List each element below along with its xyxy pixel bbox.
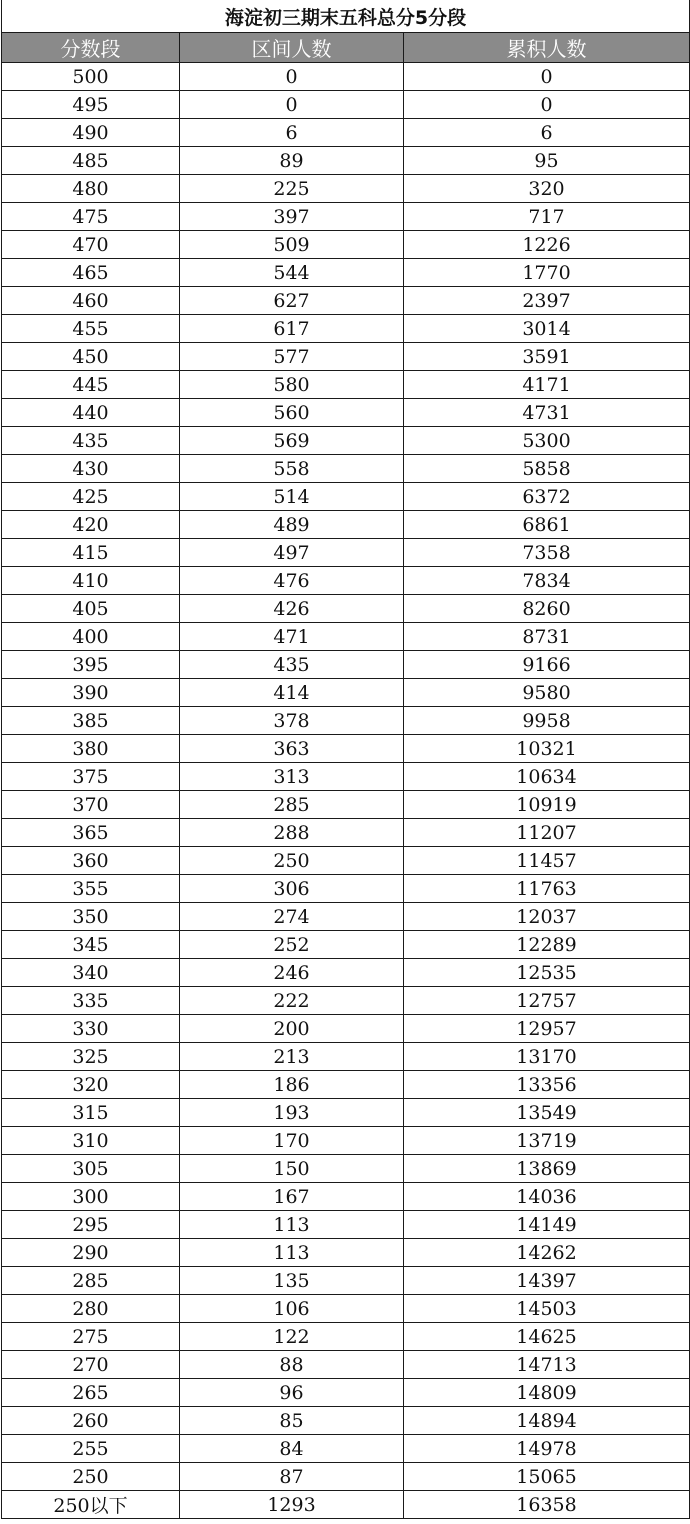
cumulative-count-cell: 6 [404, 119, 690, 147]
table-row [2, 1267, 690, 1295]
table-row [2, 1491, 690, 1519]
cumulative-count-cell: 14036 [404, 1183, 690, 1211]
score-range-cell: 470 [2, 231, 180, 259]
interval-count-cell: 497 [180, 539, 404, 567]
score-range-cell: 320 [2, 1071, 180, 1099]
table-row [2, 1099, 690, 1127]
column-header-interval-count: 区间人数 [180, 33, 404, 63]
interval-count-cell: 426 [180, 595, 404, 623]
table-row [2, 567, 690, 595]
table-body [2, 63, 690, 1519]
cumulative-count-cell: 9580 [404, 679, 690, 707]
interval-count-cell: 509 [180, 231, 404, 259]
interval-count-cell: 378 [180, 707, 404, 735]
score-range-cell: 460 [2, 287, 180, 315]
cumulative-count-cell: 12957 [404, 1015, 690, 1043]
score-range-cell: 440 [2, 399, 180, 427]
table-row [2, 1295, 690, 1323]
cumulative-count-cell: 320 [404, 175, 690, 203]
column-header-cumulative-count: 累积人数 [404, 33, 690, 63]
score-range-cell: 390 [2, 679, 180, 707]
interval-count-cell: 577 [180, 343, 404, 371]
interval-count-cell: 6 [180, 119, 404, 147]
interval-count-cell: 471 [180, 623, 404, 651]
cumulative-count-cell: 11457 [404, 847, 690, 875]
score-distribution-table [1, 0, 690, 1519]
score-range-cell: 360 [2, 847, 180, 875]
cumulative-count-cell: 14978 [404, 1435, 690, 1463]
interval-count-cell: 306 [180, 875, 404, 903]
title-row [2, 0, 690, 33]
interval-count-cell: 627 [180, 287, 404, 315]
interval-count-cell: 414 [180, 679, 404, 707]
interval-count-cell: 170 [180, 1127, 404, 1155]
interval-count-cell: 106 [180, 1295, 404, 1323]
table-row [2, 651, 690, 679]
cumulative-count-cell: 2397 [404, 287, 690, 315]
score-range-cell: 375 [2, 763, 180, 791]
cumulative-count-cell: 7834 [404, 567, 690, 595]
interval-count-cell: 397 [180, 203, 404, 231]
score-range-cell: 255 [2, 1435, 180, 1463]
table-row [2, 707, 690, 735]
cumulative-count-cell: 7358 [404, 539, 690, 567]
interval-count-cell: 252 [180, 931, 404, 959]
interval-count-cell: 222 [180, 987, 404, 1015]
cumulative-count-cell: 14625 [404, 1323, 690, 1351]
cumulative-count-cell: 11207 [404, 819, 690, 847]
score-range-cell: 335 [2, 987, 180, 1015]
interval-count-cell: 135 [180, 1267, 404, 1295]
cumulative-count-cell: 14397 [404, 1267, 690, 1295]
score-range-cell: 465 [2, 259, 180, 287]
cumulative-count-cell: 14894 [404, 1407, 690, 1435]
score-range-cell: 480 [2, 175, 180, 203]
table-row [2, 819, 690, 847]
score-range-cell: 435 [2, 427, 180, 455]
table-row [2, 175, 690, 203]
interval-count-cell: 558 [180, 455, 404, 483]
score-range-cell: 425 [2, 483, 180, 511]
score-range-cell: 325 [2, 1043, 180, 1071]
table-row [2, 623, 690, 651]
table-row [2, 1463, 690, 1491]
score-range-cell: 450 [2, 343, 180, 371]
score-range-cell: 340 [2, 959, 180, 987]
cumulative-count-cell: 13356 [404, 1071, 690, 1099]
cumulative-count-cell: 12289 [404, 931, 690, 959]
cumulative-count-cell: 14262 [404, 1239, 690, 1267]
interval-count-cell: 96 [180, 1379, 404, 1407]
table-row [2, 791, 690, 819]
table-row [2, 1211, 690, 1239]
table-row [2, 735, 690, 763]
score-range-cell: 250 [2, 1463, 180, 1491]
interval-count-cell: 617 [180, 315, 404, 343]
score-range-cell: 295 [2, 1211, 180, 1239]
interval-count-cell: 213 [180, 1043, 404, 1071]
cumulative-count-cell: 9166 [404, 651, 690, 679]
table-row [2, 343, 690, 371]
score-range-cell: 475 [2, 203, 180, 231]
cumulative-count-cell: 14149 [404, 1211, 690, 1239]
score-range-cell: 290 [2, 1239, 180, 1267]
interval-count-cell: 313 [180, 763, 404, 791]
cumulative-count-cell: 0 [404, 63, 690, 91]
table-row [2, 1351, 690, 1379]
table-row [2, 1015, 690, 1043]
table-row [2, 595, 690, 623]
table-row [2, 763, 690, 791]
score-range-cell: 300 [2, 1183, 180, 1211]
score-range-cell: 370 [2, 791, 180, 819]
cumulative-count-cell: 9958 [404, 707, 690, 735]
score-range-cell: 485 [2, 147, 180, 175]
interval-count-cell: 88 [180, 1351, 404, 1379]
table-row [2, 371, 690, 399]
cumulative-count-cell: 3591 [404, 343, 690, 371]
cumulative-count-cell: 5300 [404, 427, 690, 455]
interval-count-cell: 193 [180, 1099, 404, 1127]
cumulative-count-cell: 6372 [404, 483, 690, 511]
cumulative-count-cell: 12757 [404, 987, 690, 1015]
cumulative-count-cell: 3014 [404, 315, 690, 343]
interval-count-cell: 514 [180, 483, 404, 511]
table-row [2, 455, 690, 483]
interval-count-cell: 113 [180, 1239, 404, 1267]
table-row [2, 427, 690, 455]
table-row [2, 63, 690, 91]
table-row [2, 315, 690, 343]
score-range-cell: 380 [2, 735, 180, 763]
cumulative-count-cell: 717 [404, 203, 690, 231]
score-range-cell: 310 [2, 1127, 180, 1155]
table-row [2, 259, 690, 287]
interval-count-cell: 186 [180, 1071, 404, 1099]
table-row [2, 987, 690, 1015]
table-row [2, 1071, 690, 1099]
table-row [2, 959, 690, 987]
interval-count-cell: 435 [180, 651, 404, 679]
cumulative-count-cell: 13549 [404, 1099, 690, 1127]
table-row [2, 1323, 690, 1351]
interval-count-cell: 0 [180, 63, 404, 91]
cumulative-count-cell: 11763 [404, 875, 690, 903]
cumulative-count-cell: 13170 [404, 1043, 690, 1071]
table-row [2, 231, 690, 259]
score-range-cell: 280 [2, 1295, 180, 1323]
score-range-cell: 285 [2, 1267, 180, 1295]
cumulative-count-cell: 1226 [404, 231, 690, 259]
interval-count-cell: 580 [180, 371, 404, 399]
table-row [2, 1379, 690, 1407]
score-range-cell: 495 [2, 91, 180, 119]
table-row [2, 679, 690, 707]
score-range-cell: 420 [2, 511, 180, 539]
table-row [2, 147, 690, 175]
table-row [2, 399, 690, 427]
interval-count-cell: 489 [180, 511, 404, 539]
score-range-cell: 350 [2, 903, 180, 931]
column-header-score-range: 分数段 [2, 33, 180, 63]
interval-count-cell: 274 [180, 903, 404, 931]
interval-count-cell: 560 [180, 399, 404, 427]
cumulative-count-cell: 12037 [404, 903, 690, 931]
score-range-cell: 445 [2, 371, 180, 399]
table-row [2, 483, 690, 511]
interval-count-cell: 569 [180, 427, 404, 455]
interval-count-cell: 250 [180, 847, 404, 875]
cumulative-count-cell: 13869 [404, 1155, 690, 1183]
score-range-cell: 430 [2, 455, 180, 483]
table-row [2, 1435, 690, 1463]
score-range-cell: 260 [2, 1407, 180, 1435]
interval-count-cell: 150 [180, 1155, 404, 1183]
cumulative-count-cell: 4731 [404, 399, 690, 427]
cumulative-count-cell: 13719 [404, 1127, 690, 1155]
interval-count-cell: 87 [180, 1463, 404, 1491]
table-row [2, 931, 690, 959]
interval-count-cell: 84 [180, 1435, 404, 1463]
cumulative-count-cell: 8260 [404, 595, 690, 623]
cumulative-count-cell: 5858 [404, 455, 690, 483]
score-range-cell: 275 [2, 1323, 180, 1351]
interval-count-cell: 363 [180, 735, 404, 763]
cumulative-count-cell: 1770 [404, 259, 690, 287]
score-range-cell: 345 [2, 931, 180, 959]
table-row [2, 875, 690, 903]
cumulative-count-cell: 15065 [404, 1463, 690, 1491]
score-range-cell: 395 [2, 651, 180, 679]
interval-count-cell: 544 [180, 259, 404, 287]
table-row [2, 91, 690, 119]
interval-count-cell: 288 [180, 819, 404, 847]
score-range-cell: 455 [2, 315, 180, 343]
interval-count-cell: 122 [180, 1323, 404, 1351]
cumulative-count-cell: 14713 [404, 1351, 690, 1379]
score-range-cell: 270 [2, 1351, 180, 1379]
table-row [2, 1183, 690, 1211]
interval-count-cell: 225 [180, 175, 404, 203]
table-row [2, 1043, 690, 1071]
table-row [2, 847, 690, 875]
table-row [2, 1127, 690, 1155]
score-range-cell: 265 [2, 1379, 180, 1407]
table-row [2, 1239, 690, 1267]
interval-count-cell: 1293 [180, 1491, 404, 1519]
score-range-cell: 330 [2, 1015, 180, 1043]
interval-count-cell: 113 [180, 1211, 404, 1239]
score-range-cell: 500 [2, 63, 180, 91]
cumulative-count-cell: 12535 [404, 959, 690, 987]
score-range-cell: 415 [2, 539, 180, 567]
interval-count-cell: 89 [180, 147, 404, 175]
table-row [2, 119, 690, 147]
score-range-cell: 355 [2, 875, 180, 903]
table-title: 海淀初三期末五科总分5分段 [2, 0, 690, 33]
cumulative-count-cell: 14503 [404, 1295, 690, 1323]
cumulative-count-cell: 6861 [404, 511, 690, 539]
cumulative-count-cell: 95 [404, 147, 690, 175]
interval-count-cell: 0 [180, 91, 404, 119]
cumulative-count-cell: 16358 [404, 1491, 690, 1519]
table-row [2, 1155, 690, 1183]
cumulative-count-cell: 10919 [404, 791, 690, 819]
interval-count-cell: 85 [180, 1407, 404, 1435]
cumulative-count-cell: 0 [404, 91, 690, 119]
cumulative-count-cell: 10634 [404, 763, 690, 791]
header-row [2, 33, 690, 63]
table-row [2, 903, 690, 931]
score-range-cell: 405 [2, 595, 180, 623]
cumulative-count-cell: 14809 [404, 1379, 690, 1407]
score-range-cell: 400 [2, 623, 180, 651]
score-range-cell: 385 [2, 707, 180, 735]
table-row [2, 511, 690, 539]
score-range-cell: 305 [2, 1155, 180, 1183]
interval-count-cell: 246 [180, 959, 404, 987]
interval-count-cell: 476 [180, 567, 404, 595]
cumulative-count-cell: 8731 [404, 623, 690, 651]
table-row [2, 203, 690, 231]
cumulative-count-cell: 10321 [404, 735, 690, 763]
interval-count-cell: 167 [180, 1183, 404, 1211]
table-row [2, 287, 690, 315]
score-range-cell: 365 [2, 819, 180, 847]
score-range-cell: 250以下 [2, 1491, 180, 1519]
table-row [2, 1407, 690, 1435]
score-range-cell: 410 [2, 567, 180, 595]
interval-count-cell: 285 [180, 791, 404, 819]
table-row [2, 539, 690, 567]
interval-count-cell: 200 [180, 1015, 404, 1043]
score-range-cell: 490 [2, 119, 180, 147]
score-range-cell: 315 [2, 1099, 180, 1127]
cumulative-count-cell: 4171 [404, 371, 690, 399]
